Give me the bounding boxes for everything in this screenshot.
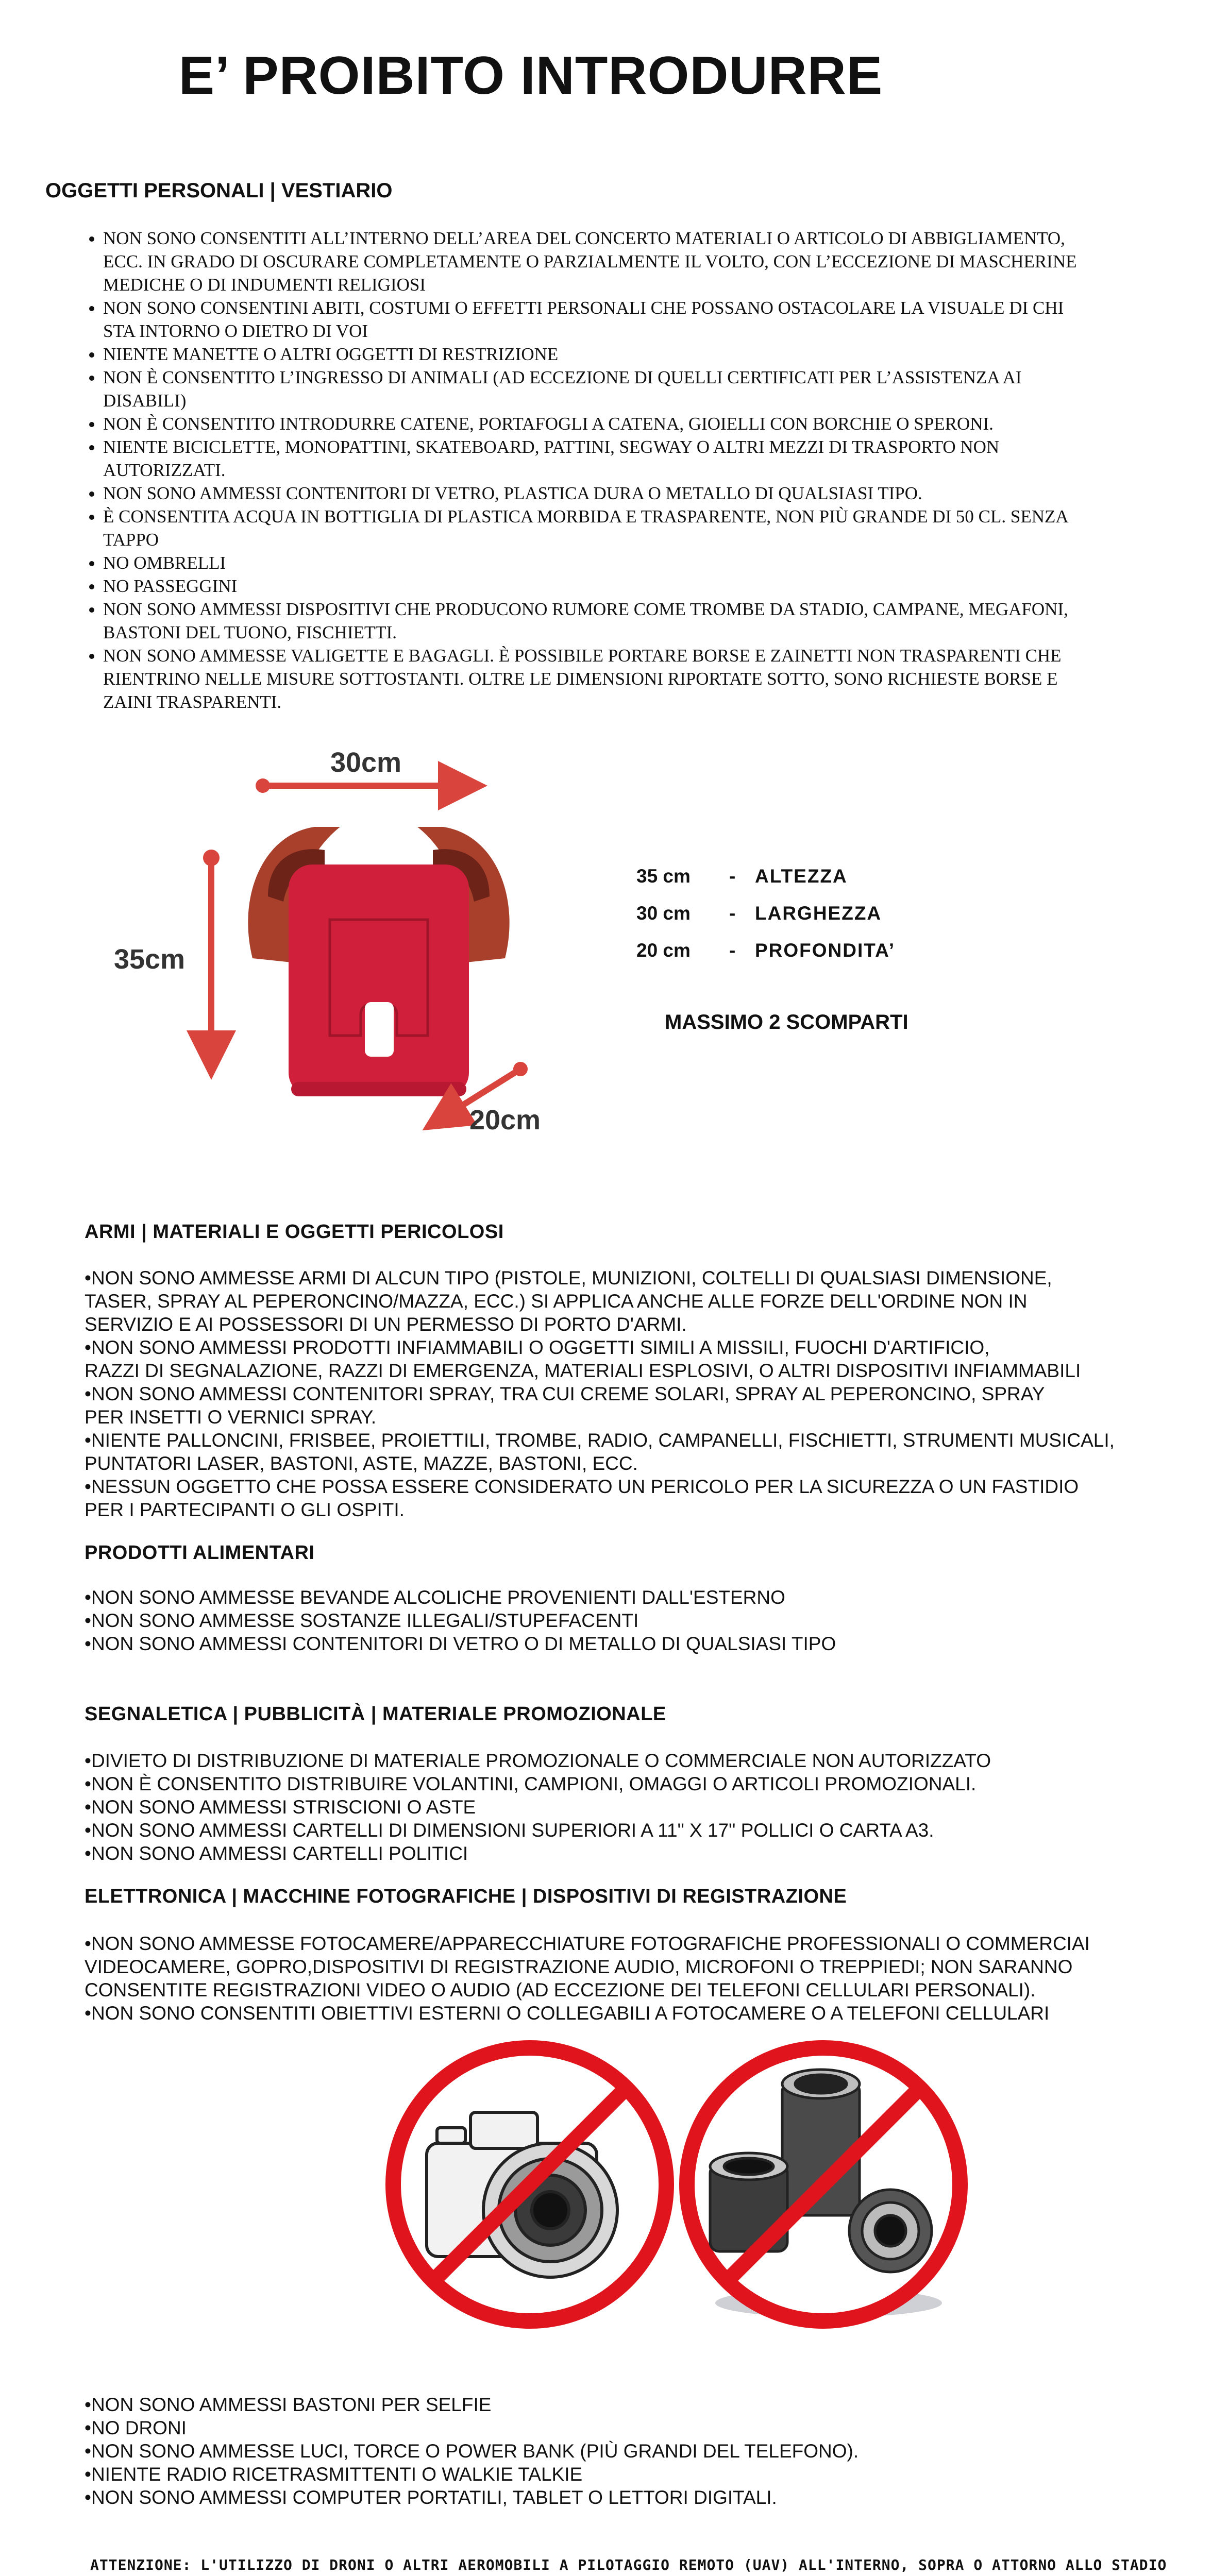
electronics-text	[85, 1932, 1156, 2025]
text-line: •NON SONO AMMESSI BASTONI PER SELFIE	[85, 2394, 492, 2415]
text-line: CONSENTITE REGISTRAZIONI VIDEO O AUDIO (AD ECCEZIONE DEI TELEFONI CELLULARI PERSONALI).	[85, 1979, 1036, 2001]
text-line: •NON SONO AMMESSE FOTOCAMERE/APPARECCHIATURE FOTOGRAFICHE PROFESSIONALI O COMMERCIAI	[85, 1933, 1090, 1954]
dimension-row	[636, 940, 895, 961]
depth-label: 20cm	[469, 1105, 541, 1136]
no-camera-sign-icon	[380, 2035, 679, 2334]
list-item: • NIENTE BICICLETTE, MONOPATTINI, SKATEBOARD, PATTINI, SEGWAY O ALTRI MEZZI DI TRASPORTO NON AUTORIZZATI.	[103, 435, 1082, 482]
list-item: • NO OMBRELLI	[103, 551, 1082, 574]
misc-text	[85, 2393, 1156, 2509]
text-line: •NON SONO AMMESSI COMPUTER PORTATILI, TABLET O LETTORI DIGITALI.	[85, 2487, 777, 2508]
text-line: ATTENZIONE: L'UTILIZZO DI DRONI O ALTRI AEROMOBILI A PILOTAGGIO REMOTO (UAV) ALL'INTERNO, SOPRA O ATTORNO ALLO STADIO	[90, 2556, 1167, 2573]
dimension-row	[636, 866, 848, 887]
list-item: • È CONSENTITA ACQUA IN BOTTIGLIA DI PLASTICA MORBIDA E TRASPARENTE, NON PIÙ GRANDE DI 50 CL. SENZA TAPPO	[103, 505, 1082, 551]
list-item: • NON È CONSENTITO INTRODURRE CATENE, PORTAFOGLI A CATENA, GIOIELLI CON BORCHIE O SPERONI.	[103, 412, 1082, 435]
text-line: •NON È CONSENTITO DISTRIBUIRE VOLANTINI, CAMPIONI, OMAGGI O ARTICOLI PROMOZIONALI.	[85, 1773, 977, 1794]
dimension-name: ALTEZZA	[755, 866, 848, 887]
text-line: •NIENTE RADIO RICETRASMITTENTI O WALKIE TALKIE	[85, 2464, 583, 2485]
dimension-separator: -	[729, 903, 736, 924]
text-line: •NON SONO AMMESSI CONTENITORI SPRAY, TRA CUI CREME SOLARI, SPRAY AL PEPERONCINO, SPRAY	[85, 1383, 1045, 1404]
list-item: • NON SONO AMMESSI CONTENITORI DI VETRO, PLASTICA DURA O METALLO DI QUALSIASI TIPO.	[103, 482, 1082, 505]
text-line: •NIENTE PALLONCINI, FRISBEE, PROIETTILI, TROMBE, RADIO, CAMPANELLI, FISCHIETTI, STRUMENTI MUSICALI,	[85, 1430, 1115, 1451]
dimension-name: PROFONDITA’	[755, 940, 896, 961]
section-heading-personal: OGGETTI PERSONALI | VESTIARIO	[45, 179, 393, 202]
text-line: •NON SONO CONSENTITI OBIETTIVI ESTERNI O COLLEGABILI A FOTOCAMERE O A TELEFONI CELLULARI	[85, 2003, 1050, 2024]
text-line: •NO DRONI	[85, 2417, 187, 2438]
text-line: •NON SONO AMMESSE ARMI DI ALCUN TIPO (PISTOLE, MUNIZIONI, COLTELLI DI QUALSIASI DIMENSIONE,	[85, 1267, 1052, 1289]
signage-text	[85, 1749, 1156, 1865]
text-line: •NON SONO AMMESSE BEVANDE ALCOLICHE PROVENIENTI DALL'ESTERNO	[85, 1587, 785, 1608]
text-line: TASER, SPRAY AL PEPERONCINO/MAZZA, ECC.) SI APPLICA ANCHE ALLE FORZE DELL'ORDINE NON IN	[85, 1291, 1028, 1312]
backpack-illustration	[98, 742, 562, 1149]
page-title: E’ PROIBITO INTRODURRE	[178, 46, 883, 106]
no-lens-sign-icon	[674, 2035, 973, 2334]
text-line: •NON SONO AMMESSE SOSTANZE ILLEGALI/STUPEFACENTI	[85, 1610, 639, 1631]
section-heading-electronics: ELETTRONICA | MACCHINE FOTOGRAFICHE | DISPOSITIVI DI REGISTRAZIONE	[85, 1886, 847, 1907]
dimension-separator: -	[729, 866, 736, 887]
height-arrow-icon	[203, 850, 220, 1061]
width-label: 30cm	[330, 747, 402, 778]
backpack-icon	[248, 827, 509, 1096]
text-line: •NON SONO AMMESSI STRISCIONI O ASTE	[85, 1797, 476, 1818]
dimension-name: LARGHEZZA	[755, 903, 882, 924]
compartments-note: MASSIMO 2 SCOMPARTI	[665, 1011, 908, 1033]
list-item: • NON È CONSENTITO L’INGRESSO DI ANIMALI (AD ECCEZIONE DI QUELLI CERTIFICATI PER L’ASSISTENZA AI DISABILI)	[103, 366, 1082, 412]
width-arrow-icon	[256, 778, 469, 793]
height-label: 35cm	[113, 944, 186, 975]
text-line: VIDEOCAMERE, GOPRO,DISPOSITIVI DI REGISTRAZIONE AUDIO, MICROFONI O TREPPIEDI; NON SARANNO	[85, 1956, 1073, 1977]
list-item: • NON SONO AMMESSI DISPOSITIVI CHE PRODUCONO RUMORE COME TROMBE DA STADIO, CAMPANE, MEGAFONI, BASTONI DEL TUONO, FISCHIETTI.	[103, 598, 1082, 644]
text-line: •DIVIETO DI DISTRIBUZIONE DI MATERIALE PROMOZIONALE O COMMERCIALE NON AUTORIZZATO	[85, 1750, 991, 1771]
list-item: • NIENTE MANETTE O ALTRI OGGETTI DI RESTRIZIONE	[103, 343, 1082, 366]
text-line: •NON SONO AMMESSI CONTENITORI DI VETRO O DI METALLO DI QUALSIASI TIPO	[85, 1633, 836, 1654]
list-item: • NON SONO AMMESSE VALIGETTE E BAGAGLI. È POSSIBILE PORTARE BORSE E ZAINETTI NON TRASPARENTI CHE RIENTRINO NELLE MISURE SOTTOSTANTI. OLTRE LE DIMENSIONI RIPORTATE SOTTO, SONO RICHIESTE BORSE E ZAINI TRASPARENTI.	[103, 644, 1082, 714]
dimension-row	[636, 903, 882, 924]
text-line: PER I PARTECIPANTI O GLI OSPITI.	[85, 1499, 405, 1520]
weapons-text	[85, 1266, 1156, 1521]
section-heading-food: PRODOTTI ALIMENTARI	[85, 1542, 315, 1564]
personal-items-list	[67, 227, 1082, 714]
dimension-value: 30 cm	[636, 903, 691, 924]
list-item: • NON SONO CONSENTITI ALL’INTERNO DELL’AREA DEL CONCERTO MATERIALI O ARTICOLO DI ABBIGLIAMENTO, ECC. IN GRADO DI OSCURARE COMPLETAMENTE O PARZIALMENTE IL VOLTO, CON L’ECCEZIONE DI MASCHERINE MEDICHE O DI INDUMENTI RELIGIOSI	[103, 227, 1082, 296]
section-heading-weapons: ARMI | MATERIALI E OGGETTI PERICOLOSI	[85, 1221, 504, 1243]
list-item: • NON SONO CONSENTINI ABITI, COSTUMI O EFFETTI PERSONALI CHE POSSANO OSTACOLARE LA VISUALE DI CHI STA INTORNO O DIETRO DI VOI	[103, 296, 1082, 343]
text-line: •NON SONO AMMESSI CARTELLI DI DIMENSIONI SUPERIORI A 11" X 17" POLLICI O CARTA A3.	[85, 1820, 934, 1841]
food-text	[85, 1586, 1156, 1655]
dimension-value: 35 cm	[636, 866, 691, 887]
text-line: PER INSETTI O VERNICI SPRAY.	[85, 1406, 377, 1428]
text-line: •NESSUN OGGETTO CHE POSSA ESSERE CONSIDERATO UN PERICOLO PER LA SICUREZZA O UN FASTIDIO	[85, 1476, 1079, 1497]
text-line: •NON SONO AMMESSI CARTELLI POLITICI	[85, 1843, 468, 1864]
text-line: PUNTATORI LASER, BASTONI, ASTE, MAZZE, BASTONI, ECC.	[85, 1453, 638, 1474]
dimension-value: 20 cm	[636, 940, 691, 961]
text-line: •NON SONO AMMESSE LUCI, TORCE O POWER BANK (PIÙ GRANDI DEL TELEFONO).	[85, 2441, 859, 2462]
dimension-separator: -	[729, 940, 736, 961]
text-line: •NON SONO AMMESSI PRODOTTI INFIAMMABILI O OGGETTI SIMILI A MISSILI, FUOCHI D'ARTIFICIO,	[85, 1337, 990, 1358]
section-heading-signage: SEGNALETICA | PUBBLICITÀ | MATERIALE PROMOZIONALE	[85, 1703, 666, 1725]
text-line: SERVIZIO E AI POSSESSORI DI UN PERMESSO DI PORTO D'ARMI.	[85, 1314, 687, 1335]
drone-warning	[90, 2555, 1167, 2576]
list-item: • NO PASSEGGINI	[103, 574, 1082, 598]
text-line: RAZZI DI SEGNALAZIONE, RAZZI DI EMERGENZA, MATERIALI ESPLOSIVI, O ALTRI DISPOSITIVI INFIAMMABILI	[85, 1360, 1081, 1381]
